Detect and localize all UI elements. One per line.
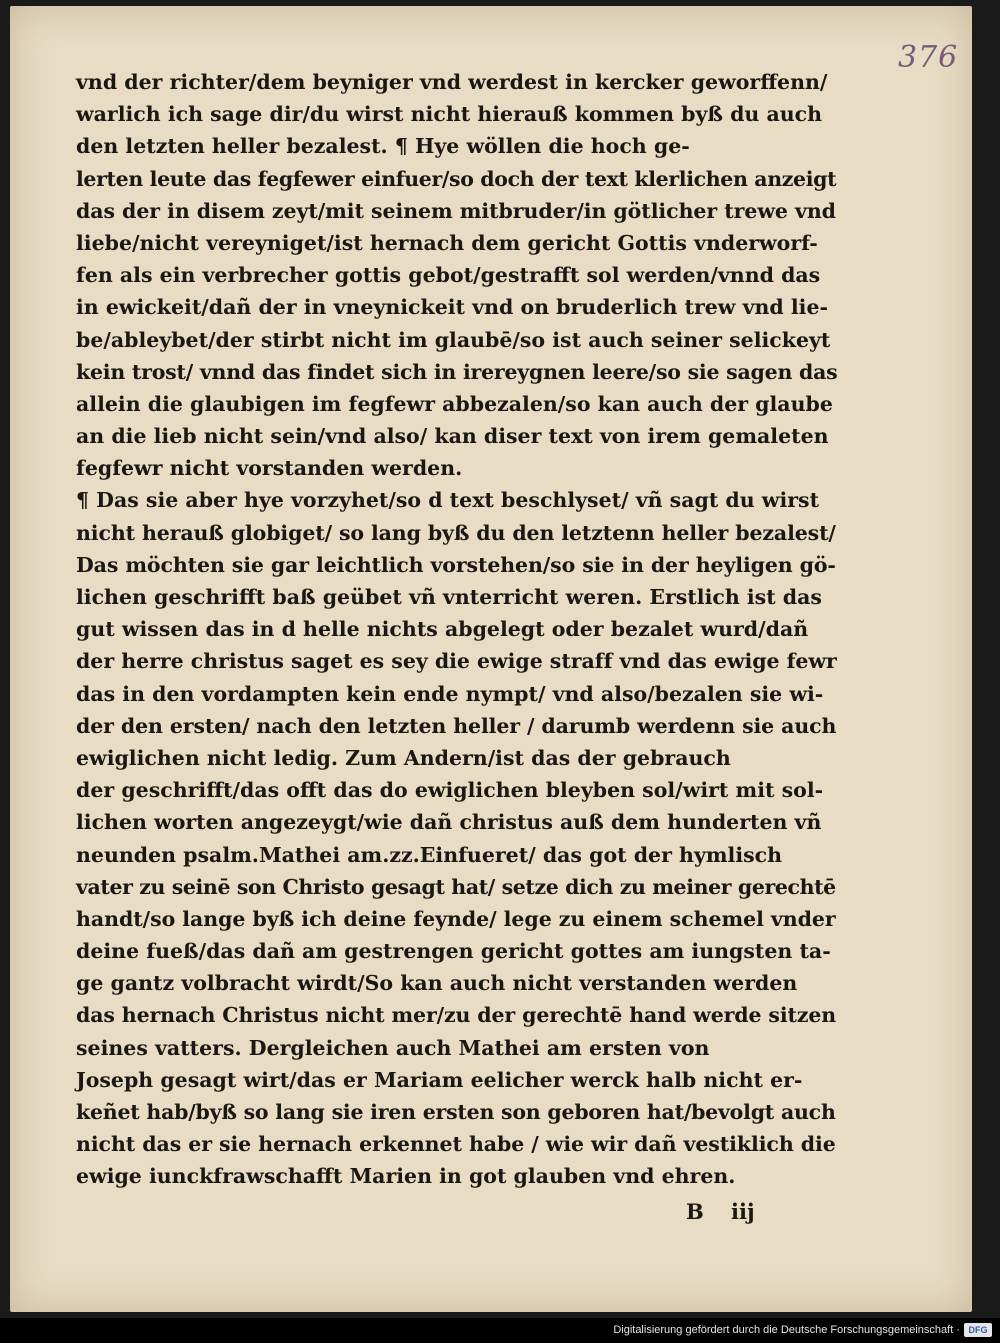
- text-line: be/ableybet/der stirbt nicht im glaubē/so ist auch seiner selickeyt: [76, 327, 831, 352]
- text-line: seines vatters. Dergleichen auch Mathei am ersten von: [76, 1035, 710, 1060]
- footer-bar: [0, 1318, 1000, 1343]
- text-line: liebe/nicht vereyniget/ist hernach dem gericht Gottis vnderworf-: [76, 230, 818, 255]
- text-line: fen als ein verbrecher gottis gebot/gestrafft sol werden/vnnd das: [76, 263, 821, 288]
- text-line: ewiglichen nicht ledig. Zum Andern/ist das der gebrauch: [76, 745, 731, 770]
- text-line: nicht herauß globiget/ so lang byß du den letztenn heller bezalest/: [76, 520, 836, 545]
- text-line: an die lieb nicht sein/vnd also/ kan diser text von irem gemaleten: [76, 424, 829, 449]
- text-line: ewige iunckfrawschafft Marien in got glauben vnd ehren.: [76, 1164, 736, 1189]
- text-line: lerten leute das fegfewer einfuer/so doch der text klerlichen anzeigt: [76, 166, 837, 191]
- text-line: allein die glaubigen im fegfewr abbezalen/so kan auch der glaube: [76, 391, 833, 416]
- text-line: in ewickeit/dañ der in vneynickeit vnd on bruderlich trew vnd lie-: [76, 295, 828, 320]
- text-line: der geschrifft/das offt das do ewiglichen bleyben sol/wirt mit sol-: [76, 778, 824, 803]
- text-line: das hernach Christus nicht mer/zu der gerechtē hand werde sitzen: [76, 1003, 837, 1028]
- folio-number: 376: [898, 40, 959, 75]
- text-line: das in den vordampten kein ende nympt/ vnd also/bezalen sie wi-: [76, 681, 824, 706]
- text-line: Joseph gesagt wirt/das er Mariam eelicher werck halb nicht er-: [76, 1067, 803, 1092]
- text-line: ge gantz volbracht wirdt/So kan auch nicht verstanden werden: [76, 971, 798, 996]
- text-line: lichen worten angezeygt/wie dañ christus auß dem hunderten vñ: [76, 810, 822, 835]
- text-line: Das möchten sie gar leichtlich vorstehen/so sie in der heyligen gö-: [76, 552, 836, 577]
- text-line: vater zu seinē son Christo gesagt hat/ setze dich zu meiner gerechtē: [76, 874, 836, 899]
- catchword-signature: B iij: [686, 1199, 755, 1224]
- book-page: [10, 6, 972, 1312]
- text-line: gut wissen das in d helle nichts abgelegt oder bezalet wurd/dañ: [76, 617, 809, 642]
- text-line: der den ersten/ nach den letzten heller / darumb werdenn sie auch: [76, 713, 837, 738]
- text-line: nicht das er sie hernach erkennet habe / wie wir dañ vestiklich die: [76, 1132, 836, 1157]
- dfg-logo-icon: DFG: [964, 1323, 992, 1337]
- text-line: der herre christus saget es sey die ewige straff vnd das ewige fewr: [76, 649, 837, 674]
- text-line: neunden psalm.Mathei am.zz.Einfueret/ das got der hymlisch: [76, 842, 783, 867]
- page-text-block: [76, 66, 836, 1193]
- text-line: handt/so lange byß ich deine feynde/ lege zu einem schemel vnder: [76, 906, 836, 931]
- text-line: kein trost/ vnnd das findet sich in irereygnen leere/so sie sagen das: [76, 359, 838, 384]
- text-line: fegfewr nicht vorstanden werden.: [76, 456, 463, 481]
- text-line: warlich ich sage dir/du wirst nicht hierauß kommen byß du auch: [76, 102, 823, 127]
- text-line: vnd der richter/dem beyniger vnd werdest in kercker geworffenn/: [76, 70, 828, 94]
- text-line: keñet hab/byß so lang sie iren ersten son geboren hat/bevolgt auch: [76, 1100, 836, 1124]
- text-line: lichen geschrifft baß geübet vñ vnterricht weren. Erstlich ist das: [76, 585, 822, 609]
- text-line: ¶ Das sie aber hye vorzyhet/so d text beschlyset/ vñ sagt du wirst: [76, 488, 820, 513]
- text-line: deine fueß/das dañ am gestrengen gericht gottes am iungsten ta-: [76, 939, 831, 964]
- text-line: das der in disem zeyt/mit seinem mitbruder/in götlicher trewe vnd: [76, 198, 836, 223]
- footer-credit: Digitalisierung gefördert durch die Deutsche Forschungsgemeinschaft ·: [613, 1324, 960, 1336]
- text-line: den letzten heller bezalest. ¶ Hye wöllen die hoch ge-: [76, 134, 690, 159]
